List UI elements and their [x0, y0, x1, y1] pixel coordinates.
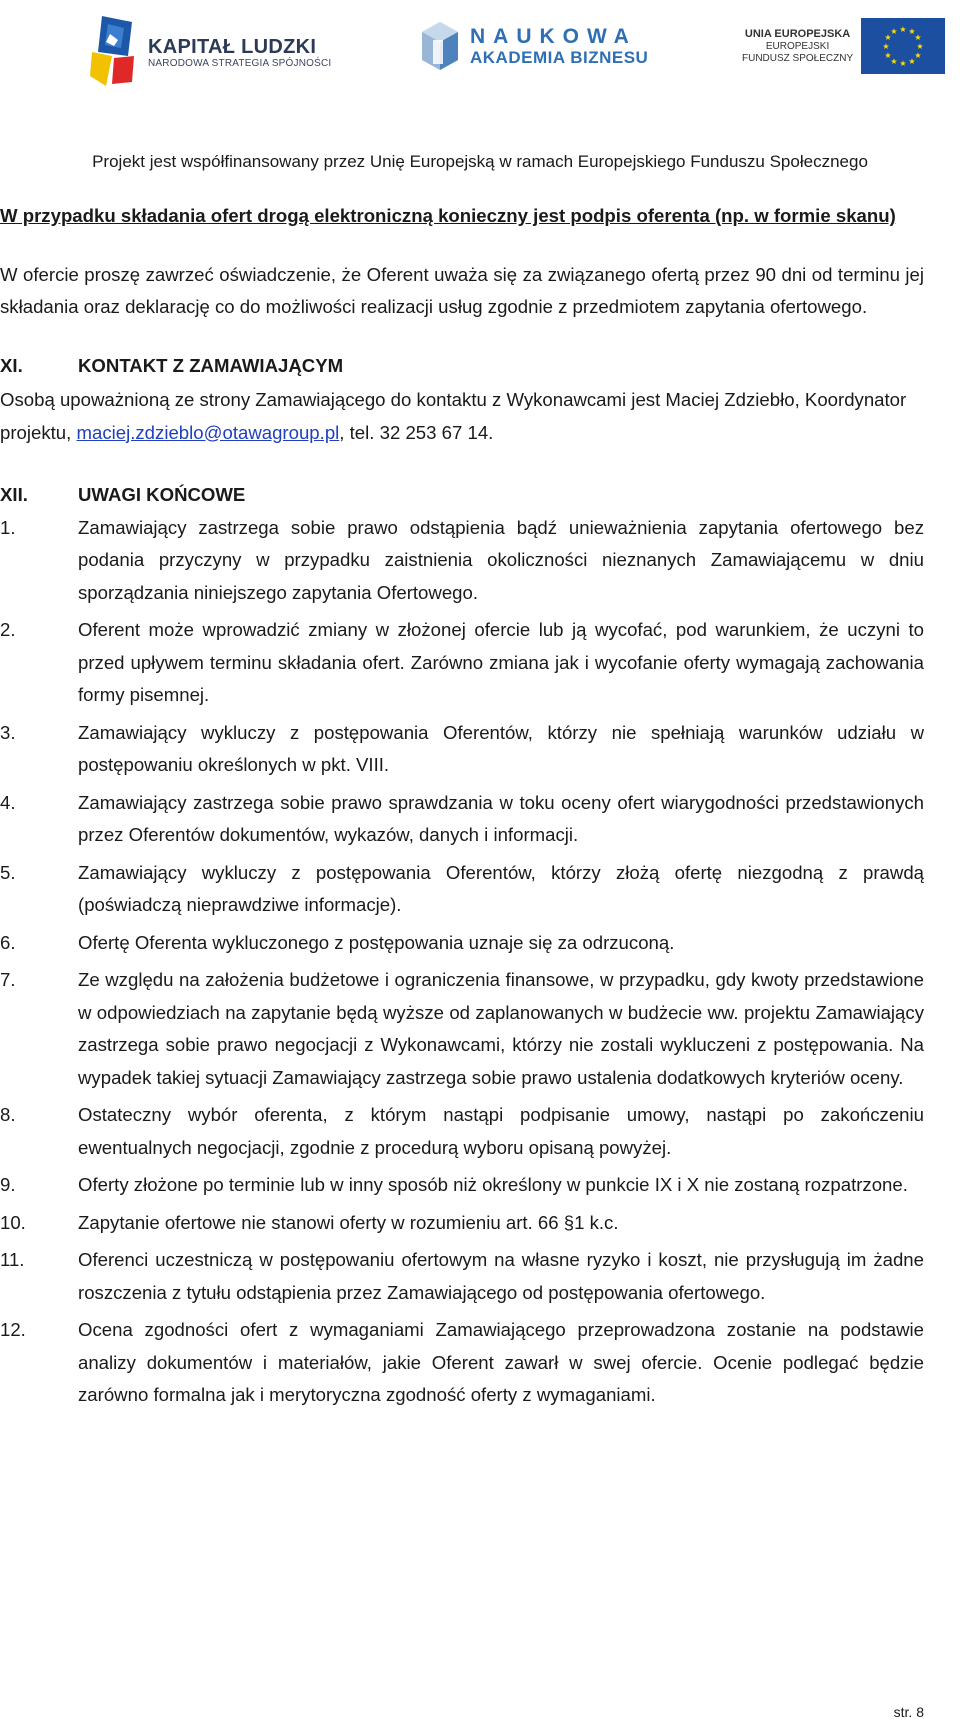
- section-xi-title: KONTAKT Z ZAMAWIAJĄCYM: [78, 354, 344, 376]
- naukowa-akademia-biznesu-logo: [420, 20, 648, 72]
- section-xi-heading: [0, 350, 924, 383]
- list-item-number: 8.: [0, 1104, 16, 1125]
- list-item-text: Oferty złożone po terminie lub w inny sposób niż określony w punkcie IX i X nie zostaną rozpatrzone.: [78, 1174, 908, 1195]
- list-item-number: 3.: [0, 721, 16, 743]
- list-item-number: 10.: [0, 1211, 26, 1233]
- list-item-number: 1.: [0, 516, 16, 538]
- section-xii-title: UWAGI KOŃCOWE: [78, 484, 246, 505]
- list-item-number: 4.: [0, 791, 16, 813]
- svg-text:★: ★: [884, 33, 892, 42]
- list-item-number: 11.: [0, 1249, 25, 1270]
- svg-text:★: ★: [890, 57, 898, 66]
- list-item: [0, 857, 924, 922]
- svg-text:★: ★: [884, 51, 892, 60]
- list-item-text: Zapytanie ofertowe nie stanowi oferty w rozumieniu art. 66 §1 k.c.: [78, 1211, 619, 1233]
- list-item-number: 5.: [0, 861, 16, 883]
- list-item: [0, 1314, 924, 1412]
- contact-text: Osobą upoważnioną ze strony Zamawiającego do kontaktu z Wykonawcami jest Maciej Zdziebło, Koordynator projektu,: [0, 389, 907, 443]
- list-item: [0, 1169, 924, 1202]
- list-item-text: Ofertę Oferenta wykluczonego z postępowania uznaje się za odrzuconą.: [78, 931, 675, 953]
- list-item: [0, 787, 924, 852]
- contact-phone-text: , tel. 32 253 67 14.: [339, 421, 494, 443]
- eu-fund-line1: EUROPEJSKI: [765, 40, 830, 52]
- list-item-number: 6.: [0, 931, 16, 953]
- list-item: [0, 1207, 924, 1240]
- list-item-text: Oferenci uczestniczą w postępowaniu ofertowym na własne ryzyko i koszt, nie przysługują im żadne roszczenia z tytułu odstąpienia przez Zamawiającego od postępowania ofertowego.: [78, 1249, 924, 1303]
- kapital-ludzki-logo: [88, 12, 331, 94]
- eu-title: UNIA EUROPEJSKA: [744, 27, 851, 40]
- list-item-number: 7.: [0, 969, 16, 990]
- svg-text:★: ★: [914, 51, 922, 60]
- final-remarks-list: [0, 512, 924, 1412]
- list-item-text: Zamawiający wykluczy z postępowania Oferentów, którzy nie spełniają warunków udziału w postępowaniu określonych w pkt. VIII.: [78, 721, 924, 775]
- list-item: [0, 717, 924, 782]
- list-item-number: 2.: [0, 619, 16, 640]
- nab-emblem-icon: [420, 20, 460, 72]
- section-xii-heading: [0, 479, 924, 512]
- section-xii-number: XII.: [0, 484, 28, 505]
- list-item-text: Ostateczny wybór oferenta, z którym nastąpi podpisanie umowy, nastąpi po zakończeniu ewentualnych negocjacji, zgodnie z procedurą wyboru opisaną powyżej.: [78, 1104, 924, 1158]
- electronic-submission-notice: W przypadku składania ofert drogą elektroniczną konieczny jest podpis oferenta (np. w formie skanu): [0, 205, 896, 226]
- contact-paragraph: [0, 384, 924, 449]
- list-item: [0, 964, 924, 1094]
- logo-header: [0, 6, 960, 96]
- list-item: [0, 512, 924, 610]
- eu-fund-line2: FUNDUSZ SPOŁECZNY: [742, 52, 854, 64]
- list-item-text: Zamawiający zastrzega sobie prawo odstąpienia bądź unieważnienia zapytania ofertowego bez podania przyczyny w przypadku zaistnienia okoliczności nieznanych Zamawiającemu w dniu sporządzania niniejszego zapytania Ofertowego.: [78, 516, 924, 603]
- list-item-number: 9.: [0, 1174, 16, 1195]
- nab-title: NAUKOWA: [470, 25, 637, 48]
- list-item: [0, 927, 924, 960]
- project-cofinancing-line: Projekt jest współfinansowany przez Unię Europejską w ramach Europejskiego Funduszu Społecznego: [92, 152, 868, 171]
- svg-text:★: ★: [890, 27, 898, 36]
- document-body: [0, 200, 924, 1412]
- svg-text:★: ★: [908, 57, 916, 66]
- list-item-text: Zamawiający zastrzega sobie prawo sprawdzania w toku oceny ofert wiarygodności przedstawionych przez Oferentów dokumentów, wykazów, danych i informacji.: [78, 791, 924, 845]
- svg-text:★: ★: [908, 27, 916, 36]
- eu-social-fund-logo: [742, 18, 945, 74]
- kapital-ludzki-title: KAPITAŁ LUDZKI: [148, 36, 317, 58]
- svg-text:★: ★: [914, 33, 922, 42]
- svg-text:★: ★: [899, 59, 907, 68]
- svg-text:★: ★: [882, 42, 890, 51]
- list-item-text: Ze względu na założenia budżetowe i ograniczenia finansowe, w przypadku, gdy kwoty przedstawione w odpowiedziach na zapytanie będą wyższe od zaplanowanych w budżecie ww. projektu Zamawiający zastrzega sobie prawo negocjacji z Wykonawcami, którzy nie zostali wykluczeni z postępowania. Na wypadek takiej sytuacji Zamawiający zastrzega sobie prawo ustalenia dodatkowych kryteriów oceny.: [78, 969, 924, 1088]
- page-number: str. 8: [893, 1704, 924, 1720]
- svg-text:★: ★: [916, 42, 924, 51]
- list-item-text: Zamawiający wykluczy z postępowania Oferentów, którzy złożą ofertę niezgodną z prawdą (poświadczą nieprawdziwe informacje).: [78, 861, 924, 915]
- list-item-number: 12.: [0, 1319, 26, 1340]
- kapital-ludzki-subtitle: NARODOWA STRATEGIA SPÓJNOŚCI: [148, 58, 332, 69]
- contact-email-link[interactable]: maciej.zdzieblo@otawagroup.pl: [76, 421, 340, 443]
- list-item-text: Oferent może wprowadzić zmiany w złożonej ofercie lub ją wycofać, pod warunkiem, że uczyni to przed upływem terminu składania ofert. Zarówno zmiana jak i wycofanie oferty wymagają zachowania formy pisemnej.: [78, 619, 924, 705]
- section-xi-number: XI.: [0, 354, 23, 376]
- binding-offer-statement: W ofercie proszę zawrzeć oświadczenie, że Oferent uważa się za związanego ofertą przez 90 dni od terminu jej składania oraz deklarację co do możliwości realizacji usług zgodnie z przedmiotem zapytania ofertowego.: [0, 263, 924, 317]
- list-item: [0, 1244, 924, 1309]
- svg-text:★: ★: [899, 25, 907, 34]
- list-item-text: Ocena zgodności ofert z wymaganiami Zamawiającego przeprowadzona zostanie na podstawie analizy dokumentów i materiałów, jakie Oferent zawarł w swej ofercie. Ocenie podlegać będzie zarówno formalna jak i merytoryczna zgodność oferty z wymaganiami.: [78, 1319, 924, 1405]
- eu-flag-icon: [861, 18, 945, 74]
- nab-subtitle: AKADEMIA BIZNESU: [470, 48, 649, 67]
- kapital-ludzki-emblem-icon: [88, 12, 140, 94]
- list-item: [0, 1099, 924, 1164]
- list-item: [0, 614, 924, 712]
